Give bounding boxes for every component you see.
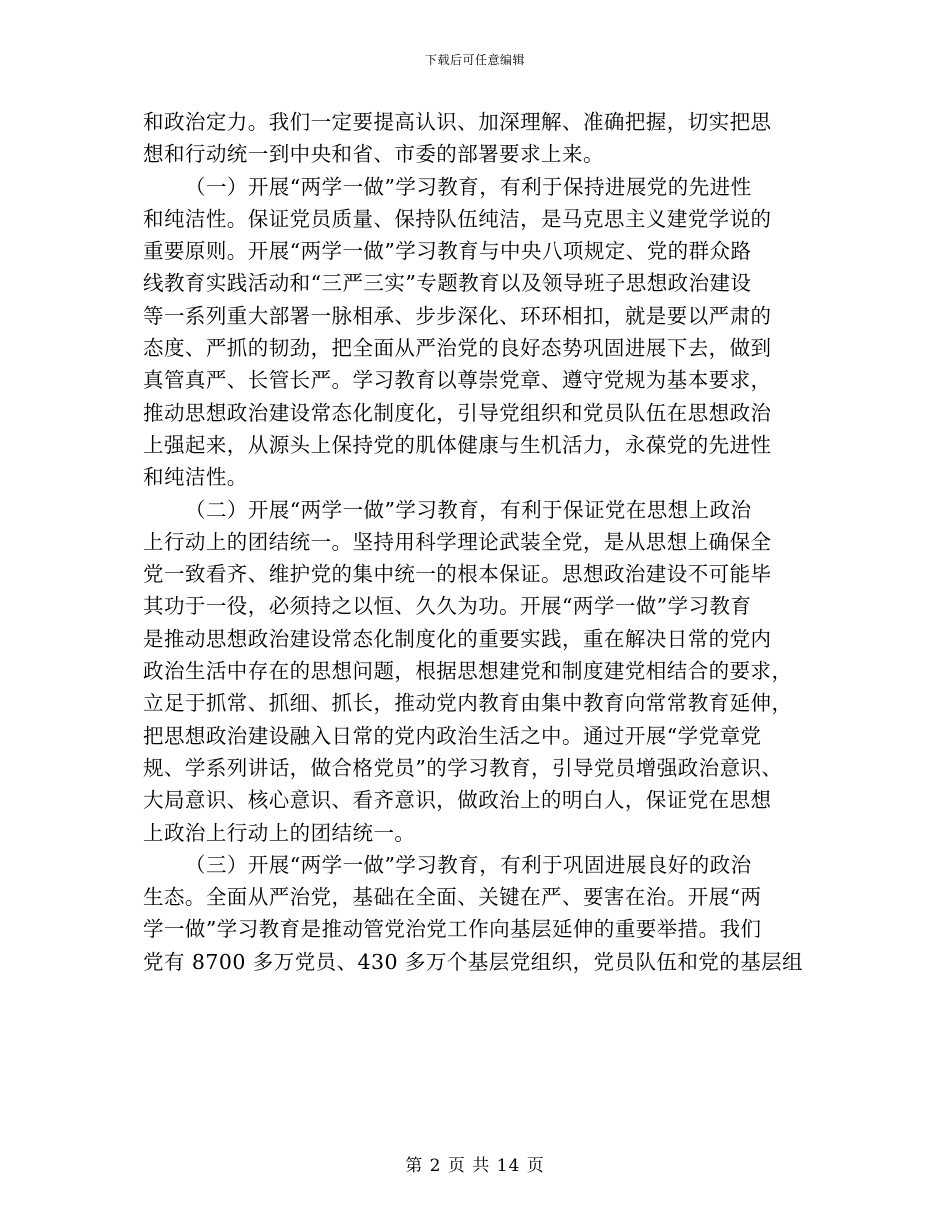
body-line: 上强起来，从源头上保持党的肌体健康与生机活力，永葆党的先进性	[143, 432, 772, 457]
paragraph-start-line: （三）开展“两学一做”学习教育，有利于巩固进展良好的政治	[185, 852, 752, 877]
page-number-footer: 第 2 页 共 14 页	[405, 1156, 545, 1176]
paragraph-start-line: （二）开展“两学一做”学习教育，有利于保证党在思想上政治	[185, 497, 752, 522]
body-line: 其功于一役，必须持之以恒、久久为功。开展“两学一做”学习教育	[143, 594, 752, 619]
body-line: 和政治定力。我们一定要提高认识、加深理解、准确把握，切实把思	[143, 110, 772, 134]
body-line: 上政治上行动上的团结统一。	[143, 820, 416, 845]
document-body	[143, 106, 823, 978]
body-line: 真管真严、长管长严。学习教育以尊崇党章、遵守党规为基本要求，	[143, 368, 772, 393]
page-header: 下载后可任意编辑	[424, 53, 525, 67]
body-line: 和纯洁性。	[143, 465, 248, 490]
paragraph-start-line: （一）开展“两学一做”学习教育，有利于保持进展党的先进性	[185, 174, 752, 199]
body-line: 态度、严抓的韧劲，把全面从严治党的良好态势巩固进展下去，做到	[143, 336, 772, 361]
body-line: 规、学系列讲话，做合格党员”的学习教育，引导党员增强政治意识、	[143, 755, 783, 780]
body-line: 把思想政治建设融入日常的党内政治生活之中。通过开展“学党章党	[143, 723, 762, 748]
body-line: 想和行动统一到中央和省、市委的部署要求上来。	[143, 142, 604, 167]
body-line: 推动思想政治建设常态化制度化，引导党组织和党员队伍在思想政治	[143, 400, 772, 425]
body-line: 线教育实践活动和“三严三实”专题教育以及领导班子思想政治建设	[143, 271, 752, 296]
body-line: 党一致看齐、维护党的集中统一的根本保证。思想政治建设不可能毕	[143, 562, 772, 587]
body-line: 立足于抓常、抓细、抓长，推动党内教育由集中教育向常常教育延伸，	[143, 691, 793, 716]
body-line: 政治生活中存在的思想问题，根据思想建党和制度建党相结合的要求，	[143, 659, 793, 684]
body-line: 等一系列重大部署一脉相承、步步深化、环环相扣，就是要以严肃的	[143, 303, 772, 328]
body-line: 学一做”学习教育是推动管党治党工作向基层延伸的重要举措。我们	[143, 917, 762, 942]
body-line: 大局意识、核心意识、看齐意识，做政治上的明白人，保证党在思想	[143, 788, 772, 813]
body-line: 重要原则。开展“两学一做”学习教育与中央八项规定、党的群众路	[143, 239, 752, 264]
body-line: 党有 8700 多万党员、430 多万个基层党组织，党员队伍和党的基层组	[143, 949, 804, 974]
body-line: 生态。全面从严治党，基础在全面、关键在严、要害在治。开展“两	[143, 885, 762, 910]
body-line: 是推动思想政治建设常态化制度化的重要实践，重在解决日常的党内	[143, 626, 772, 651]
body-line: 和纯洁性。保证党员质量、保持队伍纯洁，是马克思主义建党学说的	[143, 206, 772, 231]
body-line: 上行动上的团结统一。坚持用科学理论武装全党，是从思想上确保全	[143, 529, 772, 554]
